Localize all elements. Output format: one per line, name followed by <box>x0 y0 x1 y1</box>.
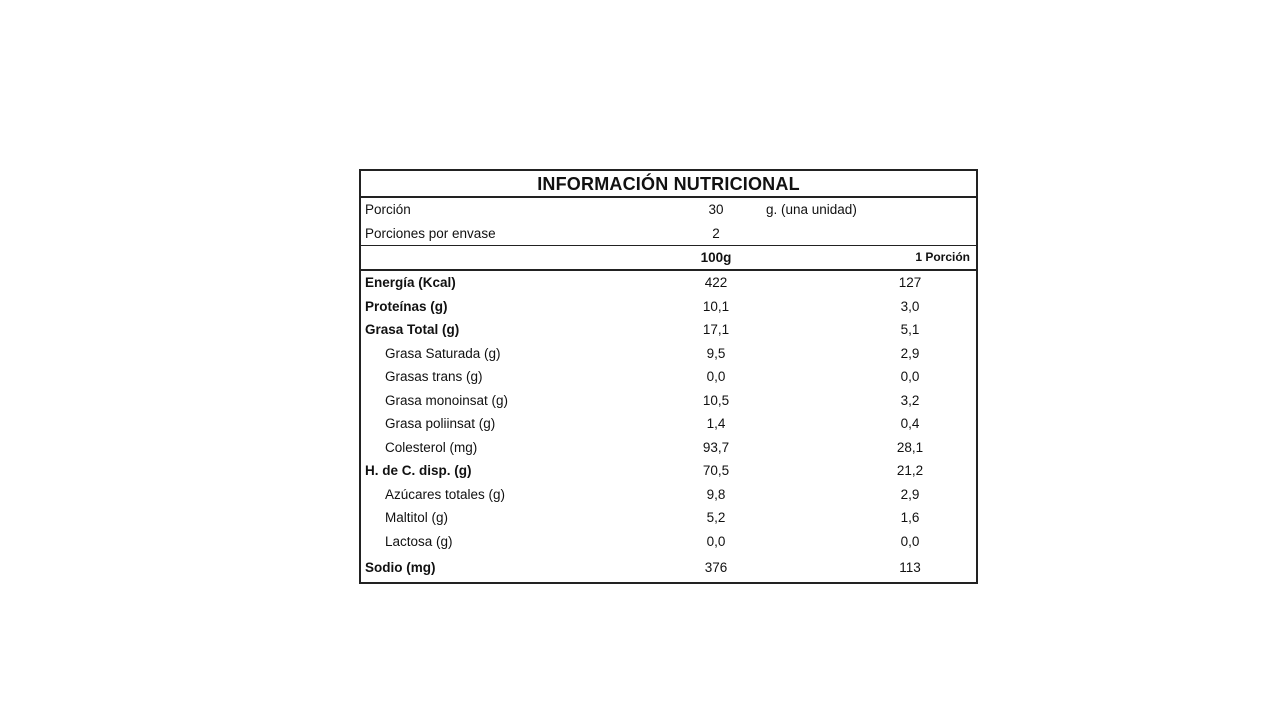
nutrient-label: Grasa monoinsat (g) <box>385 392 509 408</box>
portion-value: 30 <box>708 202 724 217</box>
value-100g: 0,0 <box>706 533 726 549</box>
portion-unit: g. (una unidad) <box>766 202 857 217</box>
value-portion: 0,4 <box>900 416 920 431</box>
table-row <box>361 412 976 436</box>
value-100g: 9,8 <box>706 486 726 502</box>
value-portion: 2,9 <box>900 486 920 502</box>
value-portion: 3,0 <box>900 298 920 314</box>
table-row <box>361 506 976 530</box>
column-header-100g: 100g <box>700 250 732 265</box>
value-portion: 127 <box>898 275 922 290</box>
value-100g: 10,5 <box>702 392 730 408</box>
nutrient-label: Grasa Total (g) <box>365 322 460 337</box>
table-row <box>361 553 976 581</box>
column-header-row <box>361 245 976 271</box>
table-row <box>361 318 976 342</box>
portions-per-package-label: Porciones por envase <box>365 225 496 241</box>
value-100g: 5,2 <box>706 510 726 525</box>
portion-row <box>361 198 976 222</box>
table-title: INFORMACIÓN NUTRICIONAL <box>361 171 976 198</box>
value-100g: 1,4 <box>706 416 726 431</box>
value-portion: 2,9 <box>900 345 920 361</box>
table-row <box>361 365 976 389</box>
nutrient-list <box>361 271 976 581</box>
value-portion: 3,2 <box>900 392 920 408</box>
value-portion: 1,6 <box>900 510 920 525</box>
nutrient-label: Grasas trans (g) <box>385 369 483 384</box>
nutrient-label: Grasa Saturada (g) <box>385 345 501 361</box>
nutrient-label: H. de C. disp. (g) <box>365 463 472 478</box>
nutrient-label: Sodio (mg) <box>365 560 436 575</box>
nutrient-label: Grasa poliinsat (g) <box>385 416 496 431</box>
value-100g: 376 <box>704 560 728 575</box>
value-portion: 28,1 <box>896 439 924 455</box>
table-row <box>361 436 976 460</box>
table-row <box>361 295 976 319</box>
nutrition-facts-table <box>359 169 978 584</box>
value-portion: 0,0 <box>900 533 920 549</box>
nutrient-label: Maltitol (g) <box>385 510 449 525</box>
table-row <box>361 342 976 366</box>
value-100g: 93,7 <box>702 439 730 455</box>
nutrient-label: Proteínas (g) <box>365 298 448 314</box>
table-row <box>361 483 976 507</box>
value-portion: 0,0 <box>900 369 920 384</box>
value-100g: 70,5 <box>702 463 730 478</box>
table-row <box>361 271 976 295</box>
value-portion: 21,2 <box>896 463 924 478</box>
table-row <box>361 389 976 413</box>
value-100g: 17,1 <box>702 322 730 337</box>
value-100g: 0,0 <box>706 369 726 384</box>
portions-per-package-value: 2 <box>712 225 720 241</box>
nutrient-label: Colesterol (mg) <box>385 439 478 455</box>
nutrient-label: Energía (Kcal) <box>365 275 456 290</box>
value-portion: 113 <box>899 560 921 575</box>
portion-label: Porción <box>365 202 411 217</box>
value-portion: 5,1 <box>900 322 920 337</box>
table-row <box>361 530 976 554</box>
nutrient-label: Azúcares totales (g) <box>385 486 506 502</box>
portions-per-package-row <box>361 222 976 246</box>
column-header-portion: 1 Porción <box>915 250 970 264</box>
nutrient-label: Lactosa (g) <box>385 533 453 549</box>
value-100g: 422 <box>704 275 728 290</box>
value-100g: 10,1 <box>702 298 730 314</box>
value-100g: 9,5 <box>706 345 726 361</box>
table-row <box>361 459 976 483</box>
